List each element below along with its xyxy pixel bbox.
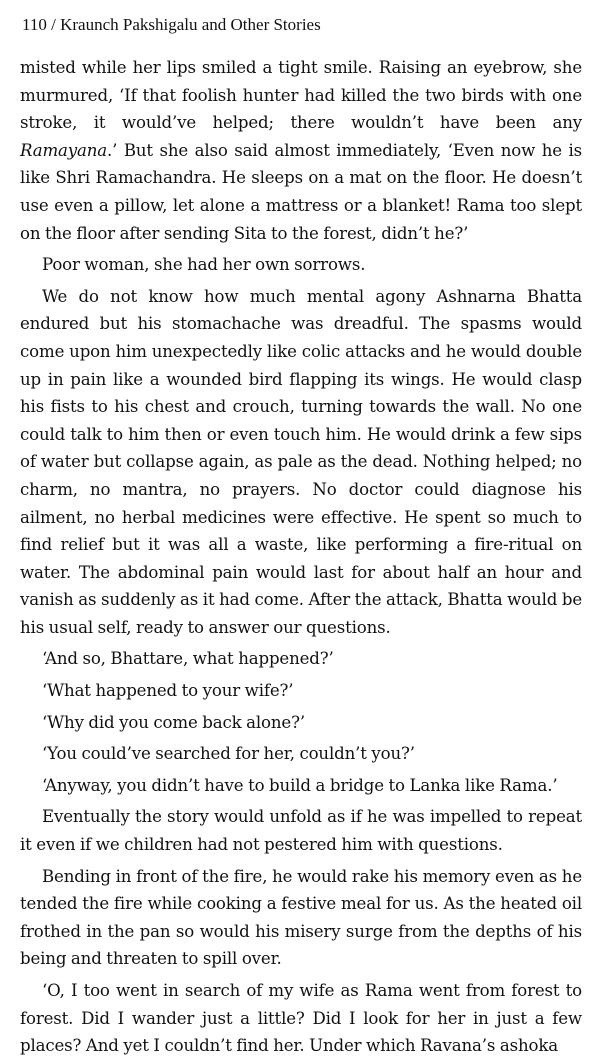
dialogue-line: ‘Anyway, you didn’t have to build a bridge to Lanka like Rama.’ — [42, 775, 558, 795]
dialogue-line: ‘What happened to your wife?’ — [42, 681, 294, 701]
paragraph-text: .’ But she also said almost immediately, ‘Even now he is like Shri Ramachandra. He sleeps on a mat on the floor. He doesn’t use even a pillow, let alone a mattress or a blanket! Rama too slept on the floor after sending Sita to the forest, didn’t he?’ — [20, 140, 582, 243]
paragraph: Eventually the story would unfold as if he was impelled to repeat it even if we children had not pestered him with questions. — [20, 807, 582, 855]
italic-title: Ramayana — [20, 140, 108, 160]
dialogue-line: ‘And so, Bhattare, what happened?’ — [42, 649, 334, 669]
running-header: 110 / Kraunch Pakshigalu and Other Stories — [22, 15, 321, 34]
paragraph: Bending in front of the fire, he would rake his memory even as he tended the fire while cooking a festive meal for us. As the heated oil frothed in the pan so would his misery surge from the depths of his being and threaten to spill over. — [20, 866, 582, 969]
paragraph-continued — [20, 54, 582, 247]
paragraph: ‘O, I too went in search of my wife as Rama went from forest to forest. Did I wander just a little? Did I look for her in just a few places? And yet I couldn’t find her. Under which Ravana’s ashoka — [20, 981, 582, 1056]
dialogue-line: ‘Why did you come back alone?’ — [42, 712, 305, 732]
paragraph: We do not know how much mental agony Ashnarna Bhatta endured but his stomachache was dreadful. The spasms would come upon him unexpectedly like colic attacks and he would double up in pain like a wounded bird flapping its wings. He would clasp his fists to his chest and crouch, turning towards the wall. No one could talk to him then or even touch him. He would drink a few sips of water but collapse again, as pale as the dead. Nothing helped; no charm, no mantra, no prayers. No doctor could diagnose his ailment, no herbal medicines were effective. He spent so much to find relief but it was all a waste, like performing a fire-ritual on water. The abdominal pain would last for about half an hour and vanish as suddenly as it had come. After the attack, Bhatta would be his usual self, ready to answer our questions. — [20, 286, 582, 637]
paragraph: Poor woman, she had her own sorrows. — [42, 255, 366, 275]
dialogue-line: ‘You could’ve searched for her, couldn’t you?’ — [42, 744, 415, 764]
body-text — [20, 54, 582, 1060]
paragraph-text: misted while her lips smiled a tight smile. Raising an eyebrow, she murmured, ‘If that foolish hunter had killed the two birds with one stroke, it would’ve helped; there wouldn’t have been any — [20, 58, 582, 133]
